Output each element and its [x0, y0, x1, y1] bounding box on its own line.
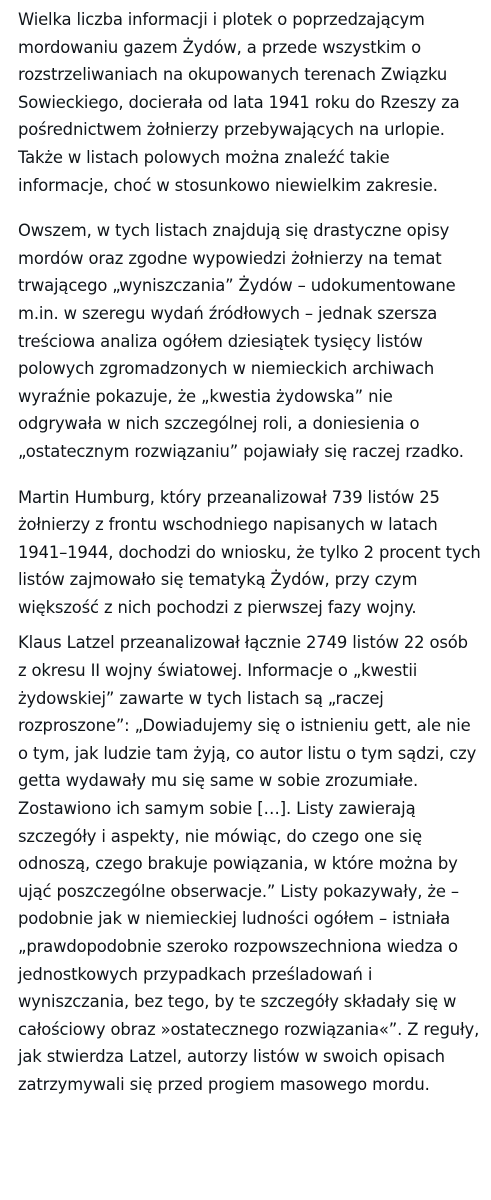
- paragraph-line: jak stwierdza Latzel, autorzy listów w swoich opisach: [18, 1047, 445, 1067]
- paragraph-line: listów zajmowało się tematyką Żydów, przy czym: [18, 570, 418, 590]
- paragraph-line: Także w listach polowych można znaleźć takie: [18, 147, 390, 167]
- paragraph-line: informacje, choć w stosunkowo niewielkim zakresie.: [18, 175, 438, 195]
- paragraph-line: zatrzymywali się przed progiem masowego mordu.: [18, 1074, 430, 1094]
- paragraph-line: mordowaniu gazem Żydów, a przede wszystkim o: [18, 37, 422, 57]
- paragraph-line: m.in. w szeregu wydań źródłowych – jednak szersza: [18, 303, 438, 323]
- paragraph-line: żołnierzy z frontu wschodniego napisanych w latach: [18, 515, 438, 535]
- paragraph-line: Sowieckiego, docierała od lata 1941 roku do Rzeszy za: [18, 92, 460, 112]
- paragraph-line: żydowskiej” zawarte w tych listach są „raczej: [18, 688, 384, 708]
- paragraph-line: podobnie jak w niemieckiej ludności ogółem – istniała: [18, 909, 451, 929]
- paragraph-line: Klaus Latzel przeanalizował łącznie 2749 listów 22 osób: [18, 633, 468, 653]
- paragraph-line: wyniszczania, bez tego, by te szczegóły składały się w: [18, 992, 457, 1012]
- paragraph-line: odnoszą, czego brakuje powiązania, w które można by: [18, 854, 458, 874]
- paragraph-line: pośrednictwem żołnierzy przebywających na urlopie.: [18, 120, 445, 140]
- paragraph-line: o tym, jak ludzie tam żyją, co autor listu o tym sądzi, czy: [18, 743, 477, 763]
- paragraph: [18, 484, 483, 622]
- paragraph-line: „ostatecznym rozwiązaniu” pojawiały się raczej rzadko.: [18, 441, 464, 461]
- paragraph: [18, 6, 483, 199]
- paragraph-line: 1941–1944, dochodzi do wniosku, że tylko 2 procent tych: [18, 542, 481, 562]
- paragraph-line: wyraźnie pokazuje, że „kwestia żydowska” nie: [18, 386, 393, 406]
- paragraph: [18, 217, 483, 465]
- paragraph-line: rozproszone”: „Dowiadujemy się o istnieniu gett, ale nie: [18, 716, 471, 736]
- paragraph-line: jednostkowych przypadkach prześladowań i: [18, 964, 373, 984]
- paragraph-line: szczegóły i aspekty, nie mówiąc, do czego one się: [18, 826, 422, 846]
- paragraph-line: Martin Humburg, który przeanalizował 739 listów 25: [18, 487, 440, 507]
- paragraph-line: Zostawiono ich samym sobie […]. Listy zawierają: [18, 799, 416, 819]
- paragraph-line: treściowa analiza ogółem dziesiątek tysięcy listów: [18, 331, 423, 351]
- paragraph-line: getta wydawały mu się same w sobie zrozumiałe.: [18, 771, 419, 791]
- paragraph-line: większość z nich pochodzi z pierwszej fazy wojny.: [18, 597, 417, 617]
- paragraph-line: mordów oraz zgodne wypowiedzi żołnierzy na temat: [18, 248, 442, 268]
- paragraph-line: trwającego „wyniszczania” Żydów – udokumentowane: [18, 276, 456, 296]
- paragraph-line: Owszem, w tych listach znajdują się drastyczne opisy: [18, 221, 450, 241]
- paragraph-line: Wielka liczba informacji i plotek o poprzedzającym: [18, 10, 425, 29]
- paragraph: [18, 629, 483, 1098]
- paragraph-line: całościowy obraz »ostatecznego rozwiązania«”. Z reguły,: [18, 1019, 480, 1039]
- paragraph-line: ująć poszczególne obserwacje.” Listy pokazywały, że –: [18, 881, 459, 901]
- paragraph-line: „prawdopodobnie szeroko rozpowszechniona wiedza o: [18, 937, 458, 956]
- paragraph-line: polowych zgromadzonych w niemieckich archiwach: [18, 359, 435, 379]
- paragraph-line: z okresu II wojny światowej. Informacje o „kwestii: [18, 661, 418, 681]
- paragraph-line: odgrywała w nich szczególnej roli, a doniesienia o: [18, 414, 420, 434]
- paragraph-line: rozstrzeliwaniach na okupowanych terenach Związku: [18, 65, 448, 85]
